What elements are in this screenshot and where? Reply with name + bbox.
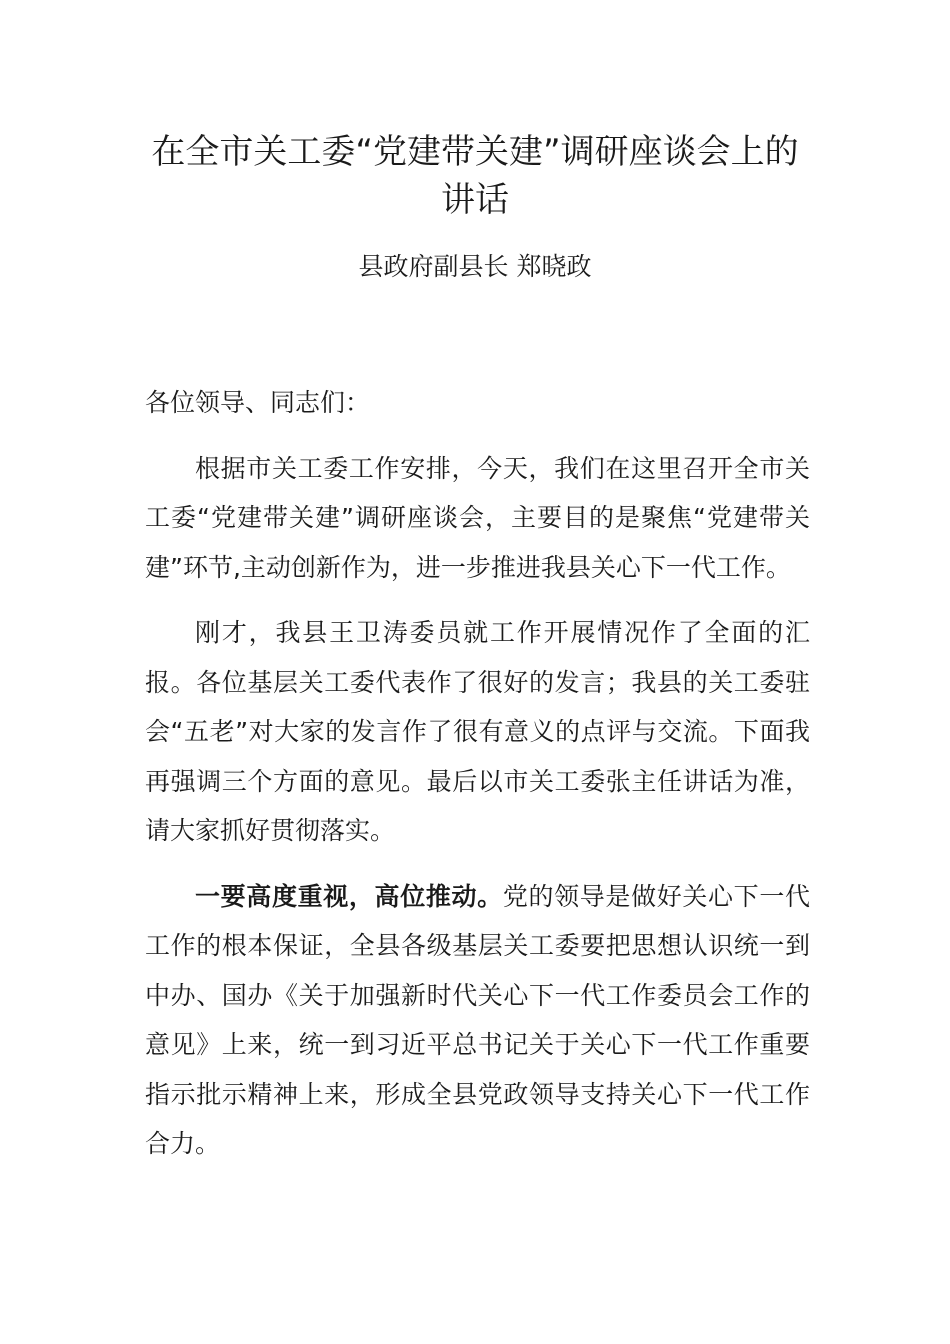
paragraph-1 bbox=[145, 444, 810, 593]
document-body bbox=[145, 378, 810, 1185]
paragraph-1-text: 根据市关工委工作安排，今天，我们在这里召开全市关工委“党建带关建”调研座谈会，主要目的是聚焦“党建带关建”环节,主动创新作为，进一步推进我县关心下一代工作。 bbox=[145, 453, 810, 582]
salutation: 各位领导、同志们： bbox=[145, 388, 371, 417]
paragraph-3-text: 党的领导是做好关心下一代工作的根本保证，全县各级基层关工委要把思想认识统一到中办、国办《关于加强新时代关心下一代工作委员会工作的意见》上来，统一到习近平总书记关于关心下一代工作重要指示批示精神上来，形成全县党政领导支持关心下一代工作合力。 bbox=[145, 881, 810, 1158]
paragraph-2-text: 刚才，我县王卫涛委员就工作开展情况作了全面的汇报。各位基层关工委代表作了很好的发言；我县的关工委驻会“五老”对大家的发言作了很有意义的点评与交流。下面我再强调三个方面的意见。最后以市关工委张主任讲话为准，请大家抓好贯彻落实。 bbox=[145, 618, 810, 845]
author-line: 县政府副县长 郑晓政 bbox=[358, 252, 592, 281]
paragraph-2 bbox=[145, 608, 810, 856]
paragraph-3 bbox=[145, 872, 810, 1169]
document-title: 在全市关工委“党建带关建”调研座谈会上的讲话 bbox=[151, 132, 799, 220]
paragraph-3-lead: 一要高度重视，高位推动。 bbox=[195, 881, 503, 911]
